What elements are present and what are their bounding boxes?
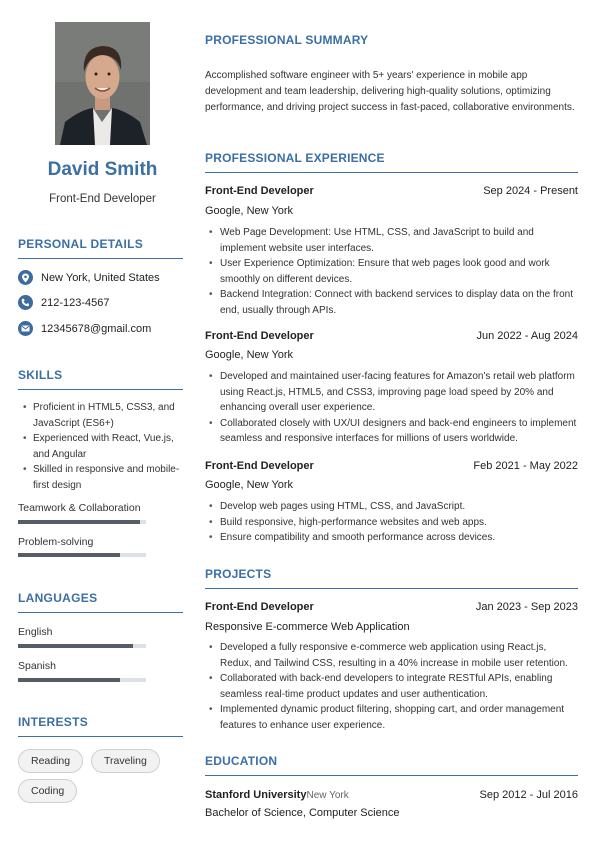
project-bullets: [208, 640, 580, 733]
job-bullets: [208, 225, 580, 318]
job-bullet: • User Experience Optimization: Ensure that web pages look good and work smoothly on different devices.: [208, 256, 580, 287]
projects-heading: PROJECTS: [205, 567, 578, 589]
job-bullets: [208, 369, 580, 447]
interest-pill-reading: Reading: [18, 749, 83, 773]
skills-heading: SKILLS: [18, 368, 183, 390]
language-label: Spanish: [18, 660, 56, 672]
interest-pill-coding: Coding: [18, 779, 77, 803]
interest-pill-traveling: Traveling: [91, 749, 160, 773]
language-label: English: [18, 626, 53, 638]
interests-heading: INTERESTS: [18, 715, 183, 737]
language-bar: [18, 644, 146, 648]
job-company: Google, New York: [205, 349, 294, 361]
skill-bar-fill: [18, 553, 120, 557]
skills-list: [22, 400, 187, 493]
education-school-line: [205, 789, 349, 801]
job-title: Front-End Developer: [205, 185, 314, 197]
contact-phone: [18, 295, 110, 310]
job-dates: Feb 2021 - May 2022: [473, 460, 578, 472]
profile-photo: [55, 22, 150, 145]
job-title: Front-End Developer: [205, 330, 314, 342]
summary-text: Accomplished software engineer with 5+ years' experience in mobile app development and team leadership, delivering high-quality solutions, optimizing performance, and driving project success in fast-paced, collaborative environments.: [205, 70, 575, 113]
job-bullet: • Ensure compatibility and smooth performance across devices.: [208, 530, 580, 546]
personal-details-heading: PERSONAL DETAILS: [18, 237, 183, 259]
location-text: New York, United States: [41, 271, 160, 284]
skill-bar-fill: [18, 520, 140, 524]
education-heading: EDUCATION: [205, 754, 578, 776]
project-name: Responsive E-commerce Web Application: [205, 621, 410, 633]
language-bar-fill: [18, 678, 120, 682]
languages-heading: LANGUAGES: [18, 591, 183, 613]
project-bullet: • Developed a fully responsive e-commerce web application using React.js, Redux, and Tailwind CSS, resulting in a 40% increase in mobile user retention.: [208, 640, 580, 671]
skill-bar: [18, 520, 146, 524]
summary-heading: PROFESSIONAL SUMMARY: [205, 33, 369, 47]
job-company: Google, New York: [205, 205, 294, 217]
phone-text: 212-123-4567: [41, 296, 110, 309]
job-bullet: • Web Page Development: Use HTML, CSS, and JavaScript to build and implement website user interfaces.: [208, 225, 580, 256]
job-bullet: • Backend Integration: Connect with backend services to display data on the front end, usually through APIs.: [208, 287, 580, 318]
candidate-role: Front-End Developer: [49, 193, 156, 205]
job-bullets: [208, 499, 580, 546]
job-bullet: • Develop web pages using HTML, CSS, and JavaScript.: [208, 499, 580, 515]
job-company: Google, New York: [205, 479, 294, 491]
education-school: Stanford University: [205, 789, 307, 801]
candidate-name: David Smith: [47, 159, 158, 180]
job-bullet: • Collaborated closely with UX/UI designers and back-end engineers to implement seamless and responsive interfaces for millions of users worldwide.: [208, 416, 580, 447]
email-text: 12345678@gmail.com: [41, 322, 152, 335]
skill-item: • Skilled in responsive and mobile-first design: [22, 462, 187, 493]
job-bullet: • Developed and maintained user-facing features for Amazon's retail web platform using React.js, HTML5, and CSS3, improving page load speed by 20% and enhancing overall user experience.: [208, 369, 580, 416]
education-dates: Sep 2012 - Jul 2016: [479, 789, 578, 801]
job-dates: Sep 2024 - Present: [483, 185, 578, 197]
project-bullet: • Implemented dynamic product filtering, shopping cart, and order management features to enhance user experience.: [208, 702, 580, 733]
location-pin-icon: [18, 270, 33, 285]
job-bullet: • Build responsive, high-performance websites and web apps.: [208, 515, 580, 531]
language-bar: [18, 678, 146, 682]
project-dates: Jan 2023 - Sep 2023: [475, 601, 578, 613]
job-title: Front-End Developer: [205, 460, 314, 472]
education-location: New York: [306, 790, 349, 801]
contact-email: [18, 321, 151, 336]
job-dates: Jun 2022 - Aug 2024: [476, 330, 578, 342]
phone-icon: [18, 295, 33, 310]
education-degree: Bachelor of Science, Computer Science: [205, 807, 400, 819]
sidebar: [0, 0, 200, 849]
skill-item: • Experienced with React, Vue.js, and Angular: [22, 431, 187, 462]
language-bar-fill: [18, 644, 133, 648]
experience-heading: PROFESSIONAL EXPERIENCE: [205, 151, 578, 173]
project-bullet: • Collaborated with back-end developers to integrate RESTful APIs, enabling seamless real-time product updates and user authentication.: [208, 671, 580, 702]
project-role: Front-End Developer: [205, 601, 314, 613]
skill-item: • Proficient in HTML5, CSS3, and JavaScript (ES6+): [22, 400, 187, 431]
skill-bar-label: Teamwork & Collaboration: [18, 502, 141, 514]
skill-bar-label: Problem-solving: [18, 536, 94, 548]
email-icon: [18, 321, 33, 336]
contact-location: [18, 270, 160, 285]
skill-bar: [18, 553, 146, 557]
